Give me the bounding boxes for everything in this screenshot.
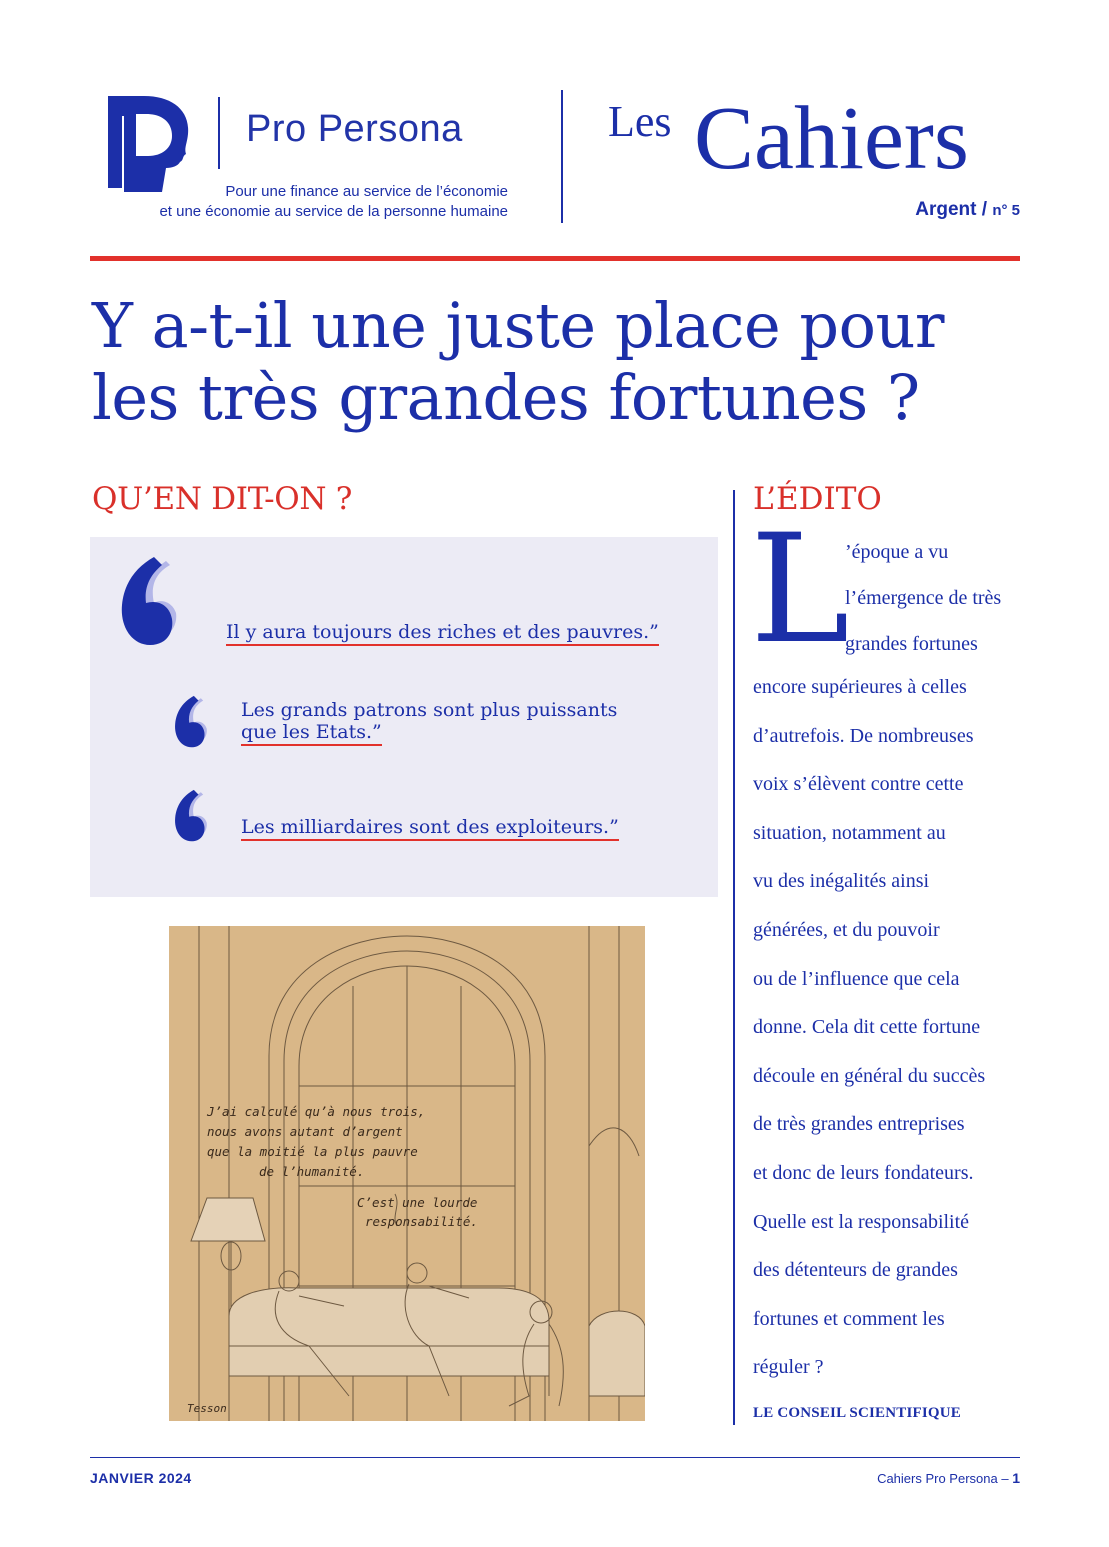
title-line: Y a-t-il une juste place pour	[92, 289, 945, 362]
edito-line: vu des inégalités ainsi	[753, 870, 930, 893]
issue-separator: /	[981, 199, 988, 220]
issue-label	[880, 199, 1020, 221]
footer-rule	[90, 1457, 1020, 1458]
edito-line: des détenteurs de grandes	[753, 1259, 958, 1282]
footer-publication-name: Cahiers Pro Persona –	[877, 1471, 1009, 1486]
edito-dropcap: L	[750, 503, 850, 677]
edito-line: découle en général du succès	[753, 1064, 986, 1087]
edito-line: voix s’élèvent contre cette	[753, 773, 964, 796]
edito-line: ou de l’influence que cela	[753, 967, 960, 990]
edito-line: réguler ?	[753, 1356, 824, 1379]
edito-line: l’émergence de très	[845, 587, 1002, 609]
cartoon-caption: responsabilité.	[365, 1214, 478, 1229]
quote-text: que les Etats.”	[241, 721, 382, 746]
issue-number: n° 5	[992, 202, 1020, 219]
section-heading-edito: L’ÉDITO	[753, 481, 882, 517]
edito-line: générées, et du pouvoir	[753, 918, 940, 941]
edito-line: grandes fortunes	[845, 633, 978, 655]
tagline	[100, 182, 508, 222]
pro-persona-logo-icon	[92, 96, 192, 192]
edito-line: ’époque a vu	[845, 541, 949, 563]
section-heading-quotes: QU’EN DIT-ON ?	[92, 481, 353, 517]
series-small-label: Les	[608, 97, 672, 146]
edito-line: situation, notamment au	[753, 821, 946, 844]
header-rule	[90, 256, 1020, 261]
footer-publication	[820, 1470, 1020, 1486]
edito-line: fortunes et comment les	[753, 1307, 945, 1330]
quote-mark-icon	[174, 693, 230, 749]
cartoon-caption: de l’humanité.	[259, 1164, 365, 1179]
edito-line: d’autrefois. De nombreuses	[753, 724, 974, 747]
quotes-box	[90, 537, 718, 897]
logo-divider	[218, 97, 220, 169]
edito-signature: LE CONSEIL SCIENTIFIQUE	[753, 1405, 962, 1421]
tagline-line: Pour une finance au service de l’économie	[225, 183, 508, 200]
page-number: 1	[1012, 1470, 1020, 1486]
edito-line: et donc de leurs fondateurs.	[753, 1161, 974, 1184]
quote-text: Les milliardaires sont des exploiteurs.”	[241, 816, 619, 841]
page-title	[92, 290, 992, 434]
edito-body	[753, 663, 1033, 1392]
edito-line: donne. Cela dit cette fortune	[753, 1016, 981, 1039]
cartoon-illustration	[169, 926, 645, 1421]
edito-intro	[845, 529, 1035, 667]
quote-mark-icon	[174, 787, 230, 843]
cartoon-caption: J’ai calculé qu’à nous trois,	[207, 1104, 426, 1119]
issue-topic: Argent	[915, 199, 977, 220]
quote-item	[226, 621, 659, 643]
footer-date: JANVIER 2024	[90, 1470, 192, 1486]
quote-mark-icon	[120, 553, 216, 647]
quote-text: Il y aura toujours des riches et des pauvres.”	[226, 621, 659, 646]
header-divider	[561, 90, 563, 223]
quote-item	[241, 699, 617, 743]
column-divider	[733, 490, 735, 1425]
quote-item	[241, 816, 619, 838]
cartoon-caption: nous avons autant d’argent	[207, 1124, 403, 1139]
edito-line: de très grandes entreprises	[753, 1113, 965, 1136]
title-line: les très grandes fortunes ?	[92, 361, 920, 434]
cartoon-signature: Tesson	[187, 1402, 227, 1415]
cartoon-caption: C’est une lourde	[357, 1195, 478, 1210]
brand-name: Pro Persona	[246, 108, 463, 150]
quote-text: Les grands patrons sont plus puissants	[241, 699, 618, 721]
edito-line: encore supérieures à celles	[753, 676, 967, 698]
cartoon-caption: que la moitié la plus pauvre	[207, 1144, 418, 1159]
tagline-line: et une économie au service de la personne humaine	[159, 203, 508, 220]
edito-line: Quelle est la responsabilité	[753, 1210, 970, 1233]
series-title: Cahiers	[694, 89, 969, 188]
